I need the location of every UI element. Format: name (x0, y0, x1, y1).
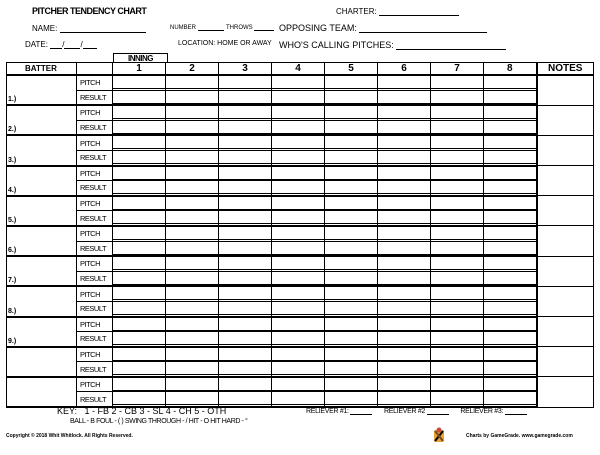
batter-4-inning-1-result-cell[interactable] (113, 181, 166, 196)
batter-5-inning-3-pitch-cell[interactable] (219, 196, 272, 211)
batter-2-inning-4-pitch-cell[interactable] (272, 105, 325, 120)
result-label: RESULT (77, 120, 113, 135)
batter-11-inning-2-pitch-cell[interactable] (166, 377, 219, 392)
batter-3-inning-5-result-cell[interactable] (325, 150, 378, 165)
batter-3-inning-5-pitch-cell[interactable] (325, 135, 378, 150)
batter-8-inning-6-pitch-cell[interactable] (378, 286, 431, 301)
whos-calling-field (279, 39, 506, 50)
number-field (170, 24, 224, 31)
reliever-1-input[interactable] (350, 407, 372, 415)
batter-9-inning-2-pitch-cell[interactable] (166, 317, 219, 332)
batter-2-inning-2-result-cell[interactable] (166, 120, 219, 135)
batter-4-inning-7-result-cell[interactable] (431, 181, 484, 196)
pitch-label: PITCH (77, 196, 113, 211)
batter-7-inning-6-pitch-cell[interactable] (378, 256, 431, 271)
batter-5-inning-8-pitch-cell[interactable] (484, 196, 537, 211)
batter-3-inning-1-result-cell[interactable] (113, 150, 166, 165)
batter-9-inning-3-result-cell[interactable] (219, 332, 272, 347)
batter-10-inning-1-pitch-cell[interactable] (113, 347, 166, 362)
batter-2-inning-2-pitch-cell[interactable] (166, 105, 219, 120)
batter-7-inning-1-pitch-cell[interactable] (113, 256, 166, 271)
batter-5-inning-2-result-cell[interactable] (166, 211, 219, 226)
batter-1-inning-7-pitch-cell[interactable] (431, 75, 484, 90)
batter-8-inning-7-pitch-cell[interactable] (431, 286, 484, 301)
inning-header-6: 6 (378, 63, 431, 76)
batter-7-inning-5-pitch-cell[interactable] (325, 256, 378, 271)
label-column-header (77, 63, 113, 76)
batter-2-notes-cell[interactable] (537, 105, 594, 135)
batter-2-result-row (7, 120, 594, 135)
result-label: RESULT (77, 332, 113, 347)
batter-11-inning-4-pitch-cell[interactable] (272, 377, 325, 392)
name-label: NAME: (32, 24, 58, 33)
batter-3-inning-8-result-cell[interactable] (484, 150, 537, 165)
batter-4-inning-4-pitch-cell[interactable] (272, 166, 325, 181)
batter-6-inning-8-result-cell[interactable] (484, 241, 537, 256)
batter-5-inning-1-pitch-cell[interactable] (113, 196, 166, 211)
batter-10-inning-3-result-cell[interactable] (219, 362, 272, 377)
batter-8-inning-2-pitch-cell[interactable] (166, 286, 219, 301)
page-title: PITCHER TENDENCY CHART (32, 6, 147, 16)
batter-3-inning-6-result-cell[interactable] (378, 150, 431, 165)
batter-3-cell[interactable]: 3.) (7, 135, 77, 165)
batter-10-inning-6-pitch-cell[interactable] (378, 347, 431, 362)
batter-5-pitch-row (7, 196, 594, 211)
charter-input[interactable] (379, 6, 459, 16)
batter-9-inning-6-result-cell[interactable] (378, 332, 431, 347)
batter-10-pitch-row (7, 347, 594, 362)
batter-4-notes-cell[interactable] (537, 166, 594, 196)
batter-11-inning-8-pitch-cell[interactable] (484, 377, 537, 392)
pitch-label: PITCH (77, 226, 113, 241)
batter-10-inning-8-result-cell[interactable] (484, 362, 537, 377)
batter-8-inning-5-result-cell[interactable] (325, 301, 378, 316)
batter-7-inning-1-result-cell[interactable] (113, 271, 166, 286)
batter-3-inning-8-pitch-cell[interactable] (484, 135, 537, 150)
batter-7-inning-7-pitch-cell[interactable] (431, 256, 484, 271)
batter-6-inning-3-pitch-cell[interactable] (219, 226, 272, 241)
batter-3-notes-cell[interactable] (537, 135, 594, 165)
batter-11-result-row (7, 392, 594, 407)
batter-10-inning-4-pitch-cell[interactable] (272, 347, 325, 362)
batter-5-inning-7-result-cell[interactable] (431, 211, 484, 226)
batter-1-inning-2-pitch-cell[interactable] (166, 75, 219, 90)
batter-10-inning-8-pitch-cell[interactable] (484, 347, 537, 362)
batter-1-inning-8-result-cell[interactable] (484, 90, 537, 105)
batter-1-inning-5-result-cell[interactable] (325, 90, 378, 105)
batter-2-inning-3-result-cell[interactable] (219, 120, 272, 135)
batter-7-inning-4-result-cell[interactable] (272, 271, 325, 286)
batter-1-pitch-row (7, 75, 594, 90)
batter-2-inning-8-pitch-cell[interactable] (484, 105, 537, 120)
batter-3-pitch-row (7, 135, 594, 150)
batter-header: BATTER (7, 63, 77, 76)
result-label: RESULT (77, 392, 113, 407)
batter-1-cell[interactable]: 1.) (7, 75, 77, 105)
throws-field (226, 24, 274, 31)
result-label: RESULT (77, 90, 113, 105)
batter-1-inning-5-pitch-cell[interactable] (325, 75, 378, 90)
batter-4-pitch-row (7, 166, 594, 181)
batter-8-inning-6-result-cell[interactable] (378, 301, 431, 316)
batter-7-cell[interactable]: 7.) (7, 256, 77, 286)
batter-4-inning-6-result-cell[interactable] (378, 181, 431, 196)
batter-3-inning-7-result-cell[interactable] (431, 150, 484, 165)
batter-9-inning-4-pitch-cell[interactable] (272, 317, 325, 332)
batter-10-inning-6-result-cell[interactable] (378, 362, 431, 377)
batter-5-inning-5-pitch-cell[interactable] (325, 196, 378, 211)
batter-8-inning-2-result-cell[interactable] (166, 301, 219, 316)
batter-10-notes-cell[interactable] (537, 347, 594, 377)
reliever-3-input[interactable] (505, 407, 527, 415)
batter-7-inning-5-result-cell[interactable] (325, 271, 378, 286)
batter-9-cell[interactable]: 9.) (7, 317, 77, 347)
batter-2-inning-1-pitch-cell[interactable] (113, 105, 166, 120)
opposing-team-input[interactable] (359, 22, 487, 33)
batter-6-inning-4-pitch-cell[interactable] (272, 226, 325, 241)
batter-5-inning-5-result-cell[interactable] (325, 211, 378, 226)
batter-8-cell[interactable]: 8.) (7, 286, 77, 316)
batter-7-result-row (7, 271, 594, 286)
batter-10-result-row (7, 362, 594, 377)
whos-calling-input[interactable] (396, 39, 506, 50)
batter-6-cell[interactable]: 6.) (7, 226, 77, 256)
batter-3-inning-1-pitch-cell[interactable] (113, 135, 166, 150)
result-label: RESULT (77, 301, 113, 316)
batter-8-inning-3-pitch-cell[interactable] (219, 286, 272, 301)
batter-9-inning-5-pitch-cell[interactable] (325, 317, 378, 332)
batter-10-inning-3-pitch-cell[interactable] (219, 347, 272, 362)
batter-8-inning-5-pitch-cell[interactable] (325, 286, 378, 301)
inning-header-5: 5 (325, 63, 378, 76)
batter-10-inning-5-result-cell[interactable] (325, 362, 378, 377)
batter-11-inning-1-result-cell[interactable] (113, 392, 166, 407)
batter-11-inning-3-result-cell[interactable] (219, 392, 272, 407)
batter-2-inning-7-result-cell[interactable] (431, 120, 484, 135)
batter-3-inning-2-result-cell[interactable] (166, 150, 219, 165)
batter-11-inning-1-pitch-cell[interactable] (113, 377, 166, 392)
batter-2-inning-4-result-cell[interactable] (272, 120, 325, 135)
result-label: RESULT (77, 362, 113, 377)
batter-11-inning-6-result-cell[interactable] (378, 392, 431, 407)
opposing-team-label: OPPOSING TEAM: (279, 23, 357, 33)
batter-4-inning-6-pitch-cell[interactable] (378, 166, 431, 181)
batter-5-inning-4-result-cell[interactable] (272, 211, 325, 226)
pitch-label: PITCH (77, 377, 113, 392)
batter-2-inning-5-result-cell[interactable] (325, 120, 378, 135)
batter-11-inning-5-result-cell[interactable] (325, 392, 378, 407)
batter-8-notes-cell[interactable] (537, 286, 594, 316)
inning-header-1: 1 (113, 63, 166, 76)
batter-6-result-row (7, 241, 594, 256)
batter-1-inning-4-pitch-cell[interactable] (272, 75, 325, 90)
batter-8-inning-1-pitch-cell[interactable] (113, 286, 166, 301)
batter-2-inning-6-pitch-cell[interactable] (378, 105, 431, 120)
batter-6-inning-1-pitch-cell[interactable] (113, 226, 166, 241)
date-label: DATE: (25, 40, 48, 49)
batter-1-inning-6-pitch-cell[interactable] (378, 75, 431, 90)
inning-header-4: 4 (272, 63, 325, 76)
inning-header-8: 8 (484, 63, 537, 76)
batter-7-inning-6-result-cell[interactable] (378, 271, 431, 286)
batter-9-inning-5-result-cell[interactable] (325, 332, 378, 347)
batter-5-inning-1-result-cell[interactable] (113, 211, 166, 226)
batter-2-inning-7-pitch-cell[interactable] (431, 105, 484, 120)
batter-4-inning-1-pitch-cell[interactable] (113, 166, 166, 181)
batter-4-inning-5-pitch-cell[interactable] (325, 166, 378, 181)
key-title: KEY: (57, 406, 78, 416)
batter-4-inning-8-result-cell[interactable] (484, 181, 537, 196)
whos-calling-label: WHO'S CALLING PITCHES: (279, 40, 394, 50)
batter-11-inning-5-pitch-cell[interactable] (325, 377, 378, 392)
batter-11-inning-7-pitch-cell[interactable] (431, 377, 484, 392)
batter-1-inning-4-result-cell[interactable] (272, 90, 325, 105)
batter-7-inning-2-result-cell[interactable] (166, 271, 219, 286)
date-sep-1: / (62, 40, 65, 49)
date-sep-2: / (80, 40, 83, 49)
batter-4-result-row (7, 181, 594, 196)
batter-7-pitch-row (7, 256, 594, 271)
batter-10-inning-1-result-cell[interactable] (113, 362, 166, 377)
batter-6-inning-8-pitch-cell[interactable] (484, 226, 537, 241)
batter-7-notes-cell[interactable] (537, 256, 594, 286)
pitch-label: PITCH (77, 256, 113, 271)
batter-10-inning-4-result-cell[interactable] (272, 362, 325, 377)
throws-label: THROWS (226, 25, 253, 31)
batter-3-inning-4-result-cell[interactable] (272, 150, 325, 165)
batter-6-inning-1-result-cell[interactable] (113, 241, 166, 256)
batter-4-inning-2-pitch-cell[interactable] (166, 166, 219, 181)
batter-5-inning-6-pitch-cell[interactable] (378, 196, 431, 211)
opposing-team-field (279, 22, 487, 33)
batter-8-pitch-row (7, 286, 594, 301)
batter-6-pitch-row (7, 226, 594, 241)
batter-5-inning-7-pitch-cell[interactable] (431, 196, 484, 211)
batter-9-inning-8-result-cell[interactable] (484, 332, 537, 347)
name-input[interactable] (60, 23, 146, 33)
reliever-2-input[interactable] (427, 407, 449, 415)
relievers (306, 407, 537, 415)
date-field (25, 39, 97, 49)
batter-9-inning-3-pitch-cell[interactable] (219, 317, 272, 332)
batter-5-inning-6-result-cell[interactable] (378, 211, 431, 226)
pitch-label: PITCH (77, 105, 113, 120)
batter-2-inning-6-result-cell[interactable] (378, 120, 431, 135)
batter-3-inning-4-pitch-cell[interactable] (272, 135, 325, 150)
batter-6-inning-6-pitch-cell[interactable] (378, 226, 431, 241)
batter-6-inning-7-result-cell[interactable] (431, 241, 484, 256)
batter-8-inning-8-result-cell[interactable] (484, 301, 537, 316)
copyright: Copyright © 2018 Whit Whitlock. All Rights Reserved. (6, 433, 133, 439)
batter-4-inning-7-pitch-cell[interactable] (431, 166, 484, 181)
throws-input[interactable] (254, 24, 274, 31)
batter-1-inning-3-result-cell[interactable] (219, 90, 272, 105)
batter-7-inning-3-pitch-cell[interactable] (219, 256, 272, 271)
batter-3-inning-7-pitch-cell[interactable] (431, 135, 484, 150)
result-label: RESULT (77, 241, 113, 256)
batter-10-inning-7-result-cell[interactable] (431, 362, 484, 377)
batter-11-inning-8-result-cell[interactable] (484, 392, 537, 407)
batter-1-inning-1-result-cell[interactable] (113, 90, 166, 105)
reliever-3-label: RELIEVER #3: (460, 408, 504, 415)
batter-1-inning-3-pitch-cell[interactable] (219, 75, 272, 90)
batter-8-inning-3-result-cell[interactable] (219, 301, 272, 316)
pitch-label: PITCH (77, 75, 113, 90)
batter-1-inning-1-pitch-cell[interactable] (113, 75, 166, 90)
batter-10-inning-2-result-cell[interactable] (166, 362, 219, 377)
batter-5-inning-2-pitch-cell[interactable] (166, 196, 219, 211)
batter-4-inning-3-pitch-cell[interactable] (219, 166, 272, 181)
pitch-codes: 1 - FB 2 - CB 3 - SL 4 - CH 5 - OTH (84, 406, 227, 416)
result-label: RESULT (77, 271, 113, 286)
batter-6-inning-3-result-cell[interactable] (219, 241, 272, 256)
batter-1-inning-6-result-cell[interactable] (378, 90, 431, 105)
batter-6-inning-2-pitch-cell[interactable] (166, 226, 219, 241)
batter-7-inning-3-result-cell[interactable] (219, 271, 272, 286)
batter-3-inning-3-pitch-cell[interactable] (219, 135, 272, 150)
inning-header-7: 7 (431, 63, 484, 76)
batter-4-inning-3-result-cell[interactable] (219, 181, 272, 196)
batter-1-inning-7-result-cell[interactable] (431, 90, 484, 105)
charter-field (336, 6, 459, 16)
pitch-label: PITCH (77, 317, 113, 332)
batter-11-cell[interactable] (7, 377, 77, 407)
result-label: RESULT (77, 211, 113, 226)
batter-7-inning-8-pitch-cell[interactable] (484, 256, 537, 271)
batter-11-inning-7-result-cell[interactable] (431, 392, 484, 407)
batter-3-result-row (7, 150, 594, 165)
batter-2-inning-5-pitch-cell[interactable] (325, 105, 378, 120)
batter-7-inning-2-pitch-cell[interactable] (166, 256, 219, 271)
batter-10-inning-2-pitch-cell[interactable] (166, 347, 219, 362)
result-label: RESULT (77, 181, 113, 196)
batter-6-inning-2-result-cell[interactable] (166, 241, 219, 256)
batter-9-inning-8-pitch-cell[interactable] (484, 317, 537, 332)
date-month-input[interactable] (50, 39, 65, 49)
key-codes (57, 406, 226, 416)
batter-3-inning-3-result-cell[interactable] (219, 150, 272, 165)
batter-9-inning-1-pitch-cell[interactable] (113, 317, 166, 332)
batter-8-inning-4-result-cell[interactable] (272, 301, 325, 316)
batter-11-inning-4-result-cell[interactable] (272, 392, 325, 407)
charter-label: CHARTER: (336, 7, 377, 16)
batter-11-inning-3-pitch-cell[interactable] (219, 377, 272, 392)
batter-2-inning-1-result-cell[interactable] (113, 120, 166, 135)
batter-1-inning-2-result-cell[interactable] (166, 90, 219, 105)
batter-4-inning-5-result-cell[interactable] (325, 181, 378, 196)
batter-2-pitch-row (7, 105, 594, 120)
location-label: LOCATION: HOME OR AWAY (178, 40, 272, 47)
inning-header-2: 2 (166, 63, 219, 76)
batter-8-inning-4-pitch-cell[interactable] (272, 286, 325, 301)
batter-4-inning-4-result-cell[interactable] (272, 181, 325, 196)
batter-8-inning-1-result-cell[interactable] (113, 301, 166, 316)
batter-5-notes-cell[interactable] (537, 196, 594, 226)
batter-9-inning-2-result-cell[interactable] (166, 332, 219, 347)
batter-2-cell[interactable]: 2.) (7, 105, 77, 135)
tendency-grid (6, 62, 594, 408)
result-legend: BALL - B FOUL - ( ) SWING THROUGH - / HIT - O HIT HARD - ° (70, 418, 248, 425)
batter-5-result-row (7, 211, 594, 226)
batter-9-inning-4-result-cell[interactable] (272, 332, 325, 347)
batter-11-pitch-row (7, 377, 594, 392)
notes-header: NOTES (537, 63, 594, 76)
batter-10-inning-5-pitch-cell[interactable] (325, 347, 378, 362)
batter-6-inning-4-result-cell[interactable] (272, 241, 325, 256)
batter-8-inning-7-result-cell[interactable] (431, 301, 484, 316)
batter-7-inning-8-result-cell[interactable] (484, 271, 537, 286)
number-input[interactable] (198, 24, 224, 31)
batter-5-cell[interactable]: 5.) (7, 196, 77, 226)
inning-label: INNING (113, 53, 168, 63)
batter-2-inning-8-result-cell[interactable] (484, 120, 537, 135)
batter-9-inning-1-result-cell[interactable] (113, 332, 166, 347)
batter-6-inning-5-pitch-cell[interactable] (325, 226, 378, 241)
pitch-label: PITCH (77, 286, 113, 301)
inning-header-3: 3 (219, 63, 272, 76)
batter-9-pitch-row (7, 317, 594, 332)
batter-10-cell[interactable] (7, 347, 77, 377)
batter-3-inning-2-pitch-cell[interactable] (166, 135, 219, 150)
date-year-input[interactable] (83, 39, 97, 49)
batter-9-inning-7-pitch-cell[interactable] (431, 317, 484, 332)
batter-4-inning-2-result-cell[interactable] (166, 181, 219, 196)
batter-5-inning-3-result-cell[interactable] (219, 211, 272, 226)
batter-6-inning-5-result-cell[interactable] (325, 241, 378, 256)
number-label: NUMBER (170, 25, 197, 31)
batter-6-notes-cell[interactable] (537, 226, 594, 256)
batter-8-result-row (7, 301, 594, 316)
gamegrade-logo-icon (431, 425, 447, 445)
batter-9-notes-cell[interactable] (537, 317, 594, 347)
batter-5-inning-8-result-cell[interactable] (484, 211, 537, 226)
batter-1-result-row (7, 90, 594, 105)
batter-6-inning-7-pitch-cell[interactable] (431, 226, 484, 241)
batter-2-inning-3-pitch-cell[interactable] (219, 105, 272, 120)
batter-11-notes-cell[interactable] (537, 377, 594, 407)
reliever-1-label: RELIEVER #1: (306, 408, 349, 415)
pitch-label: PITCH (77, 347, 113, 362)
pitch-label: PITCH (77, 135, 113, 150)
batter-1-notes-cell[interactable] (537, 75, 594, 105)
batter-9-result-row (7, 332, 594, 347)
batter-6-inning-6-result-cell[interactable] (378, 241, 431, 256)
batter-10-inning-7-pitch-cell[interactable] (431, 347, 484, 362)
batter-11-inning-2-result-cell[interactable] (166, 392, 219, 407)
batter-1-inning-8-pitch-cell[interactable] (484, 75, 537, 90)
batter-4-inning-8-pitch-cell[interactable] (484, 166, 537, 181)
date-day-input[interactable] (64, 39, 83, 49)
credit: Charts by GameGrade. www.gamegrade.com (466, 433, 573, 439)
batter-9-inning-6-pitch-cell[interactable] (378, 317, 431, 332)
batter-3-inning-6-pitch-cell[interactable] (378, 135, 431, 150)
pitch-label: PITCH (77, 166, 113, 181)
batter-4-cell[interactable]: 4.) (7, 166, 77, 196)
batter-9-inning-7-result-cell[interactable] (431, 332, 484, 347)
name-field (32, 23, 146, 33)
result-label: RESULT (77, 150, 113, 165)
batter-7-inning-4-pitch-cell[interactable] (272, 256, 325, 271)
batter-7-inning-7-result-cell[interactable] (431, 271, 484, 286)
batter-5-inning-4-pitch-cell[interactable] (272, 196, 325, 211)
batter-8-inning-8-pitch-cell[interactable] (484, 286, 537, 301)
batter-11-inning-6-pitch-cell[interactable] (378, 377, 431, 392)
reliever-2-label: RELIEVER #2 (384, 408, 426, 415)
